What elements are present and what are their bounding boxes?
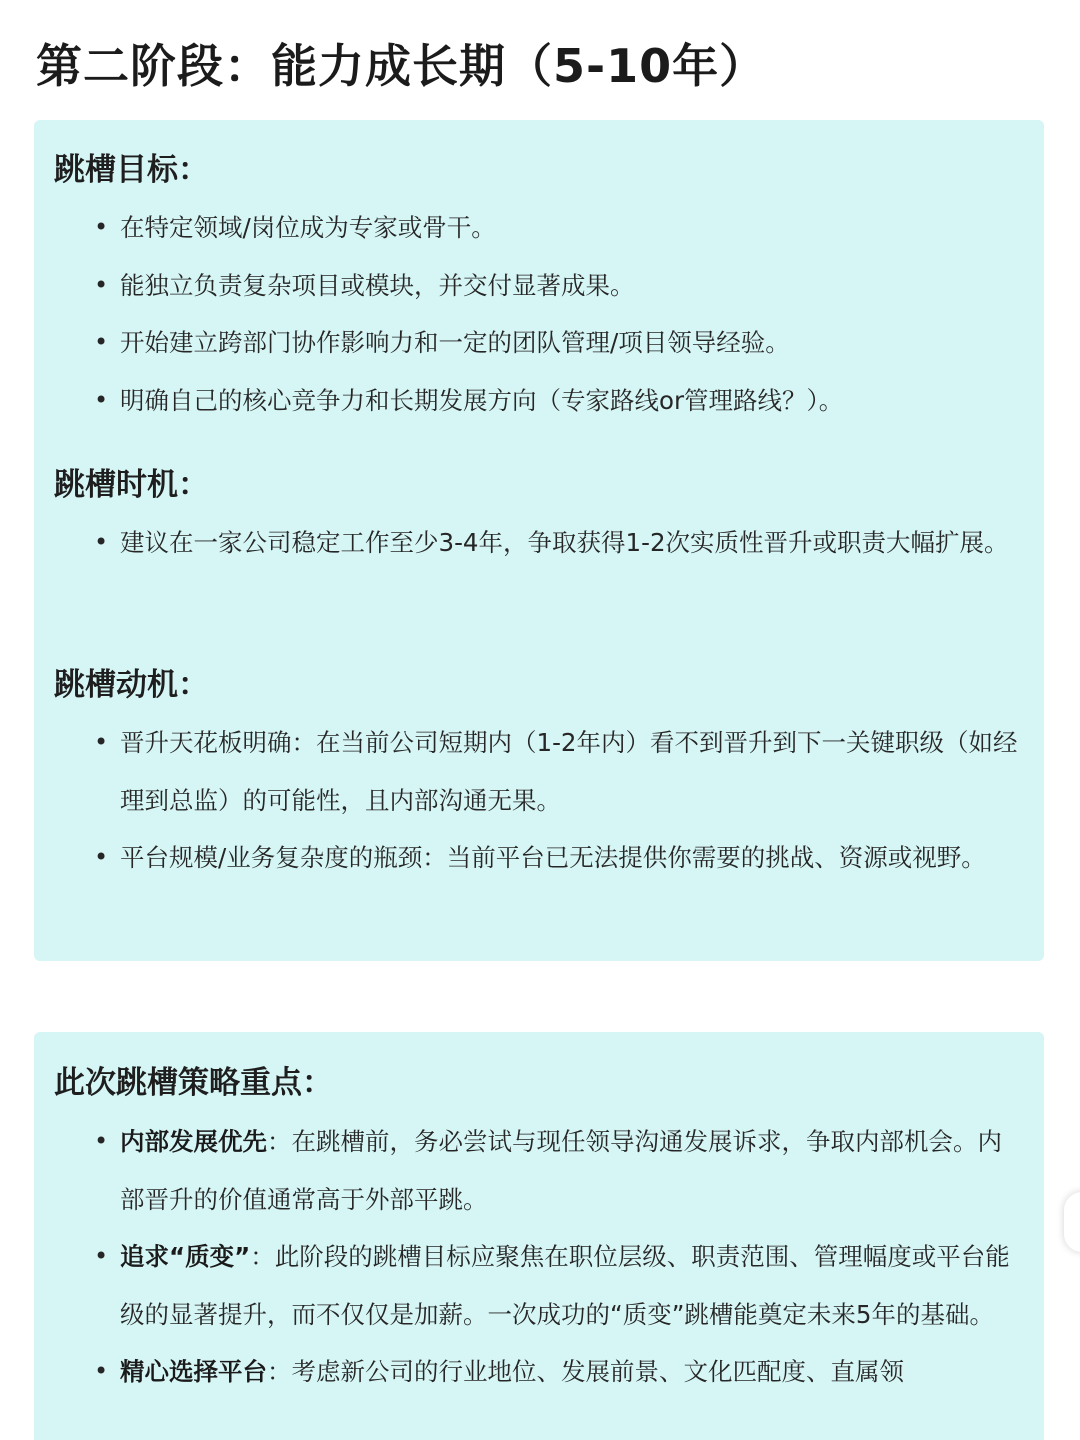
list-item bbox=[34, 1113, 1044, 1228]
list-item-separator: ： bbox=[267, 1357, 292, 1386]
bullet-icon: • bbox=[94, 1242, 109, 1270]
strategy-card bbox=[34, 1032, 1044, 1440]
bullet-icon: • bbox=[94, 213, 109, 241]
list-item bbox=[34, 199, 1044, 257]
timing-heading: 跳槽时机： bbox=[54, 467, 209, 503]
list-item-separator: ： bbox=[250, 1242, 275, 1271]
list-item bbox=[34, 372, 1044, 430]
list-item-text: 此阶段的跳槽目标应聚焦在职位层级、职责范围、管理幅度或平台能级的显著提升，而不仅仅是加薪。一次成功的“质变”跳槽能奠定未来5年的基础。 bbox=[120, 1242, 1010, 1329]
bullet-icon: • bbox=[94, 328, 109, 356]
timing-list bbox=[34, 514, 1044, 572]
list-item bbox=[34, 829, 1044, 887]
career-stage-card bbox=[34, 120, 1044, 961]
bullet-icon: • bbox=[94, 528, 109, 556]
list-item-text: 在特定领域/岗位成为专家或骨干。 bbox=[120, 213, 496, 242]
bullet-icon: • bbox=[94, 1357, 109, 1385]
list-item bbox=[34, 257, 1044, 315]
list-item bbox=[34, 314, 1044, 372]
list-item-text: 建议在一家公司稳定工作至少3-4年，争取获得1-2次实质性晋升或职责大幅扩展。 bbox=[120, 528, 1009, 557]
list-item bbox=[34, 514, 1044, 572]
list-item-lead: 内部发展优先 bbox=[120, 1127, 267, 1156]
list-item bbox=[34, 1228, 1044, 1343]
list-item-text: 明确自己的核心竞争力和长期发展方向（专家路线or管理路线？）。 bbox=[120, 385, 844, 415]
bullet-icon: • bbox=[94, 270, 109, 299]
bullet-icon: • bbox=[94, 843, 109, 871]
list-item-text: 考虑新公司的行业地位、发展前景、文化匹配度、直属领 bbox=[291, 1357, 904, 1386]
list-item-lead: 追求“质变” bbox=[120, 1242, 251, 1271]
bullet-icon: • bbox=[94, 1127, 109, 1155]
list-item bbox=[34, 1343, 1044, 1401]
bullet-icon: • bbox=[94, 385, 109, 414]
goal-heading: 跳槽目标： bbox=[54, 152, 209, 188]
goal-list bbox=[34, 199, 1044, 429]
list-item-text: 晋升天花板明确：在当前公司短期内（1-2年内）看不到晋升到下一关键职级（如经理到总监）的可能性，且内部沟通无果。 bbox=[120, 728, 1018, 815]
strategy-heading: 此次跳槽策略重点： bbox=[54, 1065, 333, 1101]
strategy-list bbox=[34, 1113, 1044, 1401]
motive-heading: 跳槽动机： bbox=[54, 667, 209, 703]
list-item-text: 开始建立跨部门协作影响力和一定的团队管理/项目领导经验。 bbox=[120, 328, 790, 357]
list-item bbox=[34, 714, 1044, 829]
scroll-handle[interactable] bbox=[1064, 1192, 1080, 1252]
list-item-text: 能独立负责复杂项目或模块，并交付显著成果。 bbox=[120, 270, 635, 300]
list-item-text: 平台规模/业务复杂度的瓶颈：当前平台已无法提供你需要的挑战、资源或视野。 bbox=[120, 843, 986, 872]
list-item-separator: ： bbox=[267, 1127, 292, 1156]
list-item-text: 在跳槽前，务必尝试与现任领导沟通发展诉求，争取内部机会。内部晋升的价值通常高于外部平跳。 bbox=[120, 1127, 1002, 1214]
list-item-lead: 精心选择平台 bbox=[120, 1357, 267, 1386]
motive-list bbox=[34, 714, 1044, 887]
bullet-icon: • bbox=[94, 728, 109, 756]
page-title: 第二阶段：能力成长期（5-10年） bbox=[36, 39, 767, 93]
